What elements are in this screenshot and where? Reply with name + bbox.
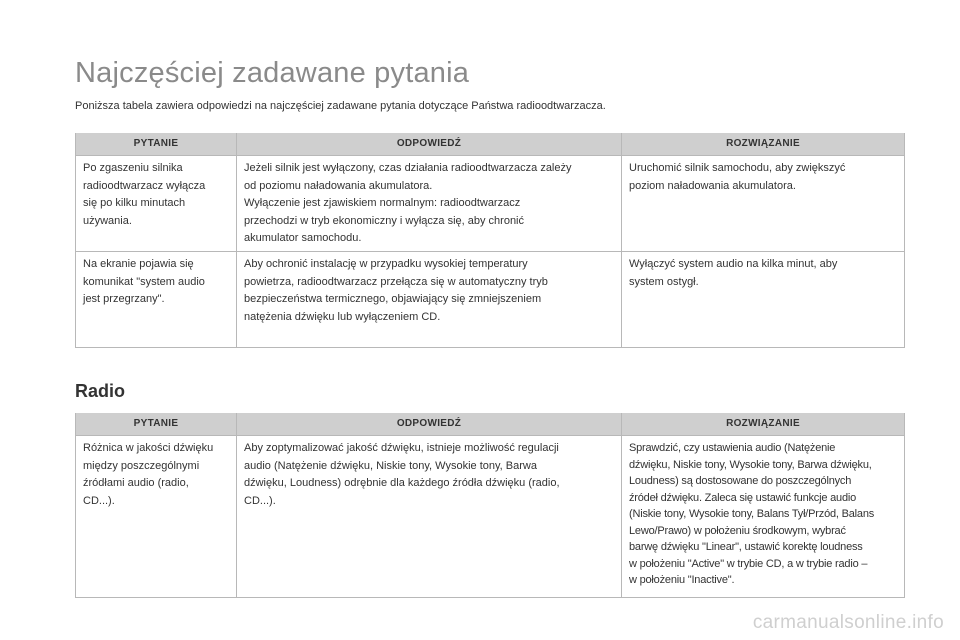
text-line: bezpieczeństwa termicznego, objawiający się zmniejszeniem [244,293,542,305]
text-line: od poziomu naładowania akumulatora. [244,179,433,192]
text-line: się po kilku minutach [83,197,186,209]
text-line: Wyłączenie jest zjawiskiem normalnym: radioodtwarzacz [244,197,521,209]
solution-cell [622,156,905,252]
text-line: barwę dźwięku "Linear", ustawić korektę loudness [629,541,863,553]
faq-table-general [75,133,905,348]
table-row [76,436,905,598]
text-line: komunikat "system audio [83,275,205,288]
intro-text: Poniższa tabela zawiera odpowiedzi na najczęściej zadawane pytania dotyczące Państwa radioodtwarzacza. [75,100,606,112]
text-line: Aby zoptymalizować jakość dźwięku, istnieje możliwość regulacji [244,442,559,454]
text-line: Lewo/Prawo) w położeniu środkowym, wybrać [629,524,846,537]
text-line: źródeł dźwięku. Zaleca się ustawić funkcje audio [629,491,857,504]
text-line: Po zgaszeniu silnika [83,162,183,174]
text-line: Na ekranie pojawia się [83,258,194,270]
faq-table-radio [75,413,905,598]
column-header-answer: ODPOWIEDŹ [237,133,622,156]
text-line: Jeżeli silnik jest wyłączony, czas działania radioodtwarzacza zależy [244,162,572,174]
text-line: CD...). [244,494,276,507]
question-cell [76,156,237,252]
answer-cell [237,252,622,348]
text-line: Wyłączyć system audio na kilka minut, aby [629,258,838,270]
text-line: Loudness) są dostosowane do poszczególnych [629,475,852,487]
column-header-solution: ROZWIĄZANIE [622,413,905,436]
column-header-answer: ODPOWIEDŹ [237,413,622,436]
table-row [76,156,905,252]
text-line: dźwięku, Niskie tony, Wysokie tony, Barwa dźwięku, [629,458,872,471]
answer-cell [237,156,622,252]
text-line: używania. [83,214,132,227]
text-line: Różnica w jakości dźwięku [83,442,214,454]
text-line: (Niskie tony, Wysokie tony, Balans Tył/Przód, Balans [629,508,875,520]
text-line: poziom naładowania akumulatora. [629,179,796,192]
text-line: dźwięku, Loudness) odrębnie dla każdego źródła dźwięku (radio, [244,477,560,489]
text-line: Sprawdzić, czy ustawienia audio (Natężenie [629,442,836,454]
solution-cell [622,436,905,598]
watermark-text: carmanualsonline.info [752,612,944,633]
section-title-radio: Radio [75,381,126,401]
text-line: między poszczególnymi [83,459,200,472]
text-line: powietrza, radioodtwarzacz przełącza się w automatyczny tryb [244,275,548,288]
answer-cell [237,436,622,598]
text-line: Aby ochronić instalację w przypadku wysokiej temperatury [244,258,528,270]
table-row [76,252,905,348]
text-line: Uruchomić silnik samochodu, aby zwiększyć [629,162,846,174]
text-line: źródłami audio (radio, [83,477,189,489]
text-line: przechodzi w tryb ekonomiczny i wyłącza się, aby chronić [244,214,525,227]
table-header-row [76,133,905,156]
text-line: CD...). [83,494,115,507]
text-line: system ostygł. [629,275,699,288]
page-title: Najczęściej zadawane pytania [75,57,470,89]
text-line: akumulator samochodu. [244,232,362,244]
column-header-question: PYTANIE [76,413,237,436]
text-line: radioodtwarzacz wyłącza [83,179,206,192]
text-line: natężenia dźwięku lub wyłączeniem CD. [244,310,441,323]
text-line: jest przegrzany". [83,293,165,305]
question-cell [76,252,237,348]
column-header-solution: ROZWIĄZANIE [622,133,905,156]
text-line: w położeniu "Inactive". [629,574,735,586]
column-header-question: PYTANIE [76,133,237,156]
text-line: audio (Natężenie dźwięku, Niskie tony, Wysokie tony, Barwa [244,459,537,472]
text-line: w położeniu "Active" w trybie CD, a w trybie radio – [629,557,868,570]
table-header-row [76,413,905,436]
question-cell [76,436,237,598]
solution-cell [622,252,905,348]
